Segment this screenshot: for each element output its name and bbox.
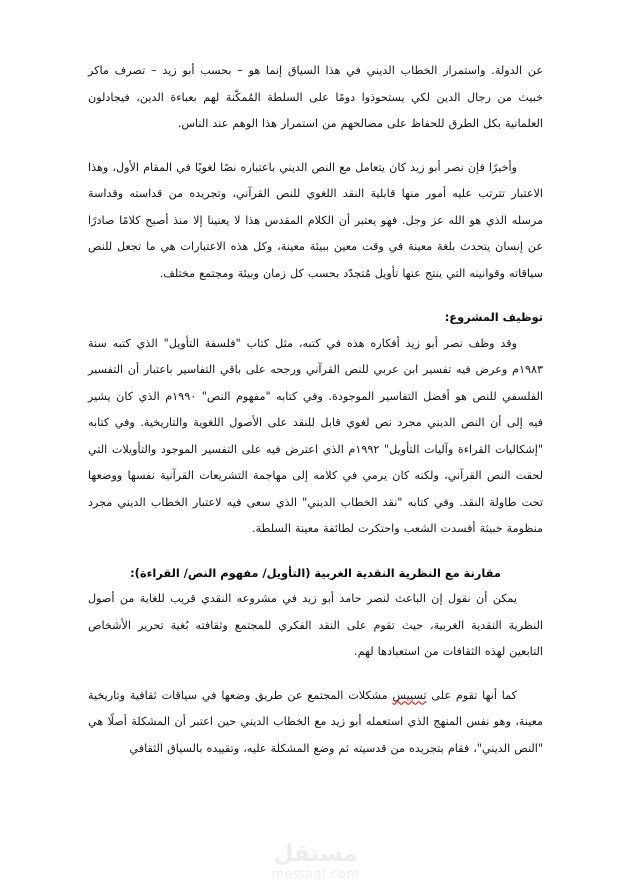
section-heading-1: توظيف المشروع: — [444, 310, 543, 324]
paragraph-5 — [88, 683, 543, 763]
paragraph-4: يمكن أن نقول إن الباعث لنصر حامد أبو زيد في مشروعه النقدي قريب للغاية من أصول النظرية النقدية الغربية، حيث تقوم على النقد الفكري للمجتمع وثقافته بُغية تحرير الأشخاص التابعين لهذه الثقافات من استعبادها لهم. — [88, 592, 543, 658]
paragraph-1: عن الدولة. واستمرار الخطاب الديني في هذا السياق إنما هو – بحسب أبو زيد – تصرف ماكر خبيث من رجال الدين لكي يستحوذوا دومًا على السلطة المُمكّنة لهم بعباءة الدين، فيجادلون العلمانية بكل الطرق للحفاظ على مصالحهم من استمرار هذا الوهم عند الناس. — [88, 64, 543, 130]
spellcheck-flagged-word: تسييس — [392, 688, 427, 702]
watermark — [0, 842, 631, 881]
paragraph-5-text-after: مشكلات المجتمع عن طريق وضعها في سياقات ثقافية وتاريخية معينة، وهو نفس المنهج الذي استعمله أبو زيد مع الخطاب الديني حين اعتبر أن المشكلة أصلًا هي "النص الديني"، فقام بتجريده من قدسيته ثم وضع المشكلة عليه، وتقييده بالسياق الثقافي — [88, 688, 543, 755]
paragraph-5-text-before: كما أنها تقوم على — [426, 688, 517, 702]
paragraph-3: وقد وظف نصر أبو زيد أفكاره هذه في كتبه، مثل كتاب "فلسفة التأويل" الذي كتبه سنة ١٩٨٣م وعرض فيه تفسير ابن عربي للنص القرآني ورجحه على باقي التفاسير باعتبار أن التفسير الفلسفي للنص هو أفضل التفاسير الموجودة. وفي كتابه "مفهوم النص" ١٩٩٠م الذي كان يشير فيه إلى أن النص الديني مجرد نص لغوي قابل للنقد على الأصول اللغوية والتاريخية. وفي كتابه "إشكاليات القراءة وآليات التأويل" ١٩٩٢م الذي اعترض فيه على التفسير الموجود والتأويلات التي لحقت النص القرآني، ولكنه كان يرمي في كلامه إلى مهاجمة التشريعات القرآنية نفسها ووضعها تحت طاولة النقد. وفي كتابه "نقد الخطاب الديني" الذي سعى فيه لاعتبار الخطاب الديني مجرد منظومة خبيثة أفسدت الشعب واحتكرت لطائفة معينة السلطة. — [88, 336, 543, 535]
paragraph-2: وأخيرًا فإن نصر أبو زيد كان يتعامل مع النص الديني باعتباره نصًا لغويًا في المقام الأول، وهذا الاعتبار تترتب عليه أمور منها قابلية النقد اللغوي للنص القرآني، وتجريده من قداسته وقداسة مرسله الذي هو الله عز وجل. فهو يعتبر أن الكلام المقدس هذا لا يعنينا إلا منذ أصبح كلامًا صادرًا عن إنسان يتحدث بلغة معينة في وقت معين ببيئة معينة، وكل هذه الاعتبارات هي ما تجعل للنص سياقاته وقوانينه التي ينتج عنها تأويل مُتجدّد بحسب كل زمان وبيئة ومجتمع مختلف. — [88, 160, 543, 280]
watermark-arabic-logo: مستقل — [273, 841, 358, 868]
section-heading-2: مقارنة مع النظرية النقدية الغربية (التأويل/ مفهوم النص/ القراءة): — [130, 565, 501, 580]
document-content — [88, 58, 543, 779]
watermark-domain-text: mostaql.com — [271, 866, 360, 882]
